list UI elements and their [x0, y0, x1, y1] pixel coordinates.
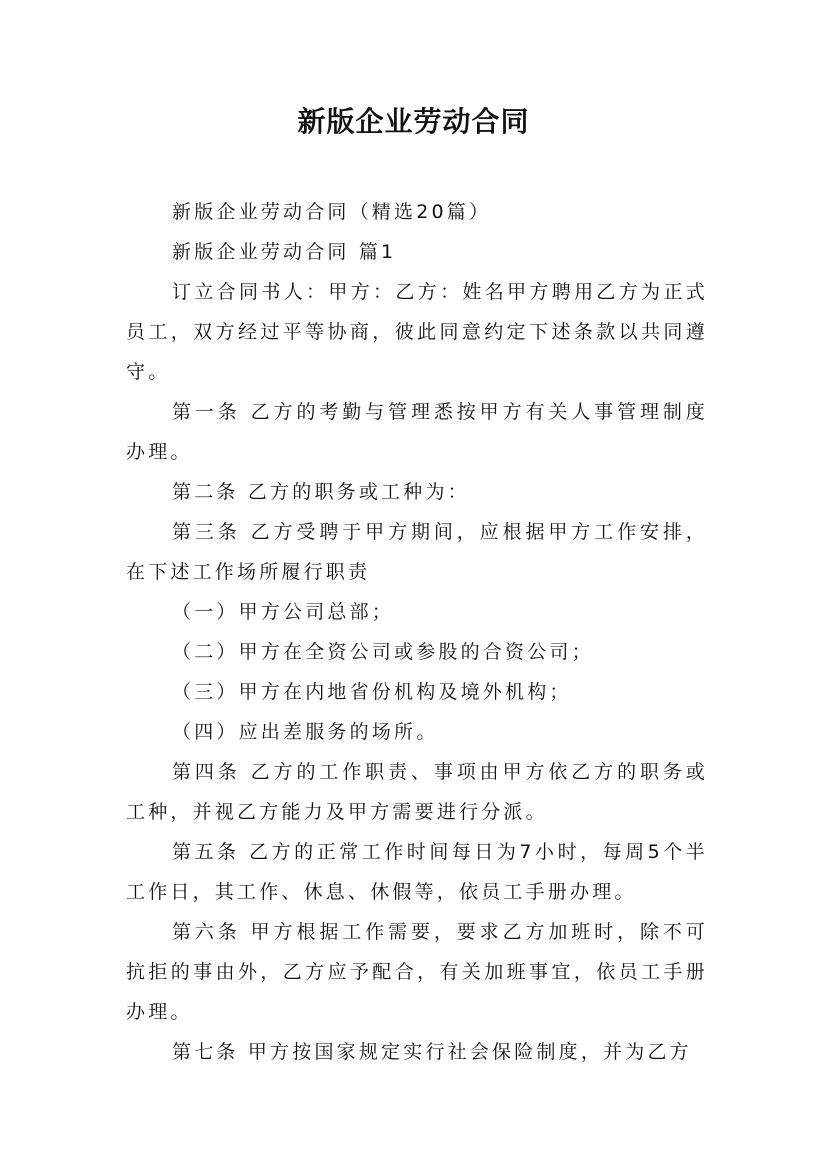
document-body: [126, 192, 708, 1072]
paragraph-article-7: 第七条 甲方按国家规定实行社会保险制度，并为乙方: [172, 1041, 692, 1063]
paragraph-article-6: 第六条 甲方根据工作需要，要求乙方加班时，除不可抗拒的事由外，乙方应予配合，有关加班事宜，依员工手册办理。: [126, 921, 708, 1023]
paragraph-subtitle: 新版企业劳动合同（精选20篇）: [172, 201, 492, 223]
paragraph-article-2: 第二条 乙方的职务或工种为：: [172, 481, 470, 503]
paragraph-item-2: （二）甲方在全资公司或参股的合资公司；: [172, 641, 594, 663]
paragraph-article-3: 第三条 乙方受聘于甲方期间，应根据甲方工作安排，在下述工作场所履行职责: [126, 521, 708, 583]
paragraph-article-5: 第五条 乙方的正常工作时间每日为7小时，每周5个半工作日，其工作、休息、休假等，依员工手册办理。: [126, 841, 708, 903]
paragraph-item-4: （四）应出差服务的场所。: [172, 721, 439, 743]
paragraph-section-heading: 新版企业劳动合同 篇1: [172, 241, 397, 263]
paragraph-article-1: 第一条 乙方的考勤与管理悉按甲方有关人事管理制度办理。: [126, 401, 708, 463]
paragraph-item-1: （一）甲方公司总部；: [172, 601, 395, 623]
paragraph-item-3: （三）甲方在内地省份机构及境外机构；: [172, 681, 572, 703]
paragraph-article-4: 第四条 乙方的工作职责、事项由甲方依乙方的职务或工种，并视乙方能力及甲方需要进行分派。: [126, 761, 708, 823]
paragraph-parties: 订立合同书人：甲方：乙方：姓名甲方聘用乙方为正式员工，双方经过平等协商，彼此同意约定下述条款以共同遵守。: [126, 281, 708, 383]
document-title: 新版企业劳动合同: [297, 105, 530, 138]
